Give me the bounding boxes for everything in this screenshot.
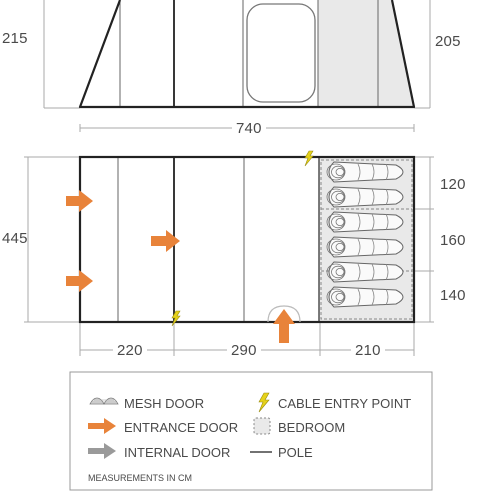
lightning-bolt-icon <box>305 151 313 166</box>
sleeping-bag <box>327 262 403 282</box>
floor-width-label: 445 <box>2 230 28 247</box>
legend-mesh-door: MESH DOOR <box>124 396 205 411</box>
legend-cable-entry: CABLE ENTRY POINT <box>278 396 412 411</box>
side-bedroom-area <box>318 0 413 107</box>
legend-entrance-door: ENTRANCE DOOR <box>124 420 239 435</box>
floor-plan <box>24 151 434 356</box>
side-left-height-label: 215 <box>2 30 28 47</box>
bedroom-2-label: 160 <box>440 232 466 249</box>
sleeping-bag <box>327 187 403 207</box>
entrance-arrow-icon <box>151 230 180 252</box>
legend-pole: POLE <box>278 445 313 460</box>
floor-panel-lines <box>118 157 244 322</box>
sleeping-bag <box>327 162 403 182</box>
cable-entry-points <box>172 151 313 326</box>
entrance-arrow-icon <box>66 190 93 212</box>
legend-bedroom: BEDROOM <box>278 420 346 435</box>
bay-2-label: 290 <box>227 342 261 359</box>
bay-1-label: 220 <box>113 342 147 359</box>
side-length-label: 740 <box>232 120 266 137</box>
sleeping-bag <box>327 237 403 257</box>
entrance-doors <box>66 190 295 343</box>
legend-units-note: MEASUREMENTS IN CM <box>88 473 193 483</box>
entrance-arrow-icon <box>273 309 295 343</box>
legend-internal-door: INTERNAL DOOR <box>124 445 231 460</box>
bedroom-swatch-icon <box>254 418 270 434</box>
entrance-arrow-icon <box>66 270 93 292</box>
side-elevation <box>44 0 430 132</box>
sleeping-bag <box>327 287 403 307</box>
side-window <box>247 4 315 102</box>
bedroom-1-label: 120 <box>440 176 466 193</box>
bedroom-3-label: 140 <box>440 287 466 304</box>
bay-3-label: 210 <box>351 342 385 359</box>
side-right-height-label: 205 <box>435 33 461 50</box>
sleeping-bag <box>327 212 403 232</box>
